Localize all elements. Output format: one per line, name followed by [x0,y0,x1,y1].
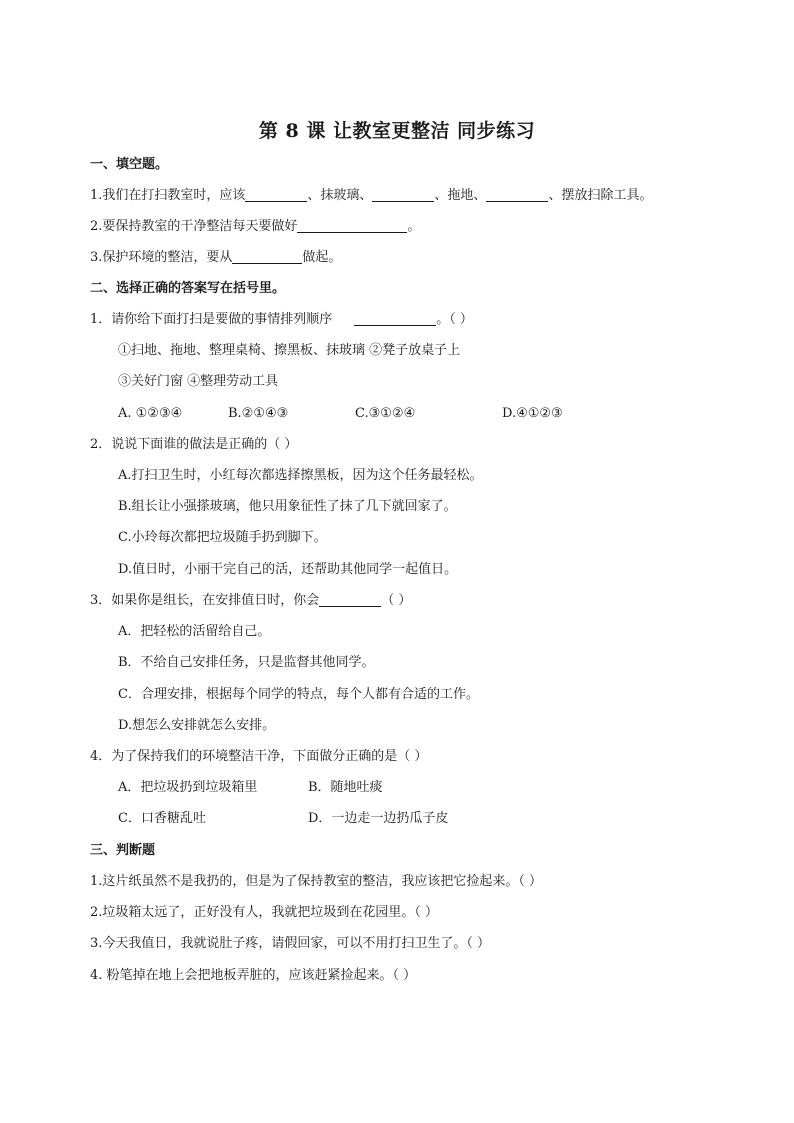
answer-blank[interactable] [354,311,436,326]
answer-blank[interactable] [232,249,302,264]
answer-blank[interactable] [372,187,434,202]
fill-blank-question-1 [90,187,652,205]
choice-question-4: 4．为了保持我们的环境整洁干净，下面做分正确的是（ ） [90,749,428,764]
q3-text-a: 3.保护环境的整洁，要从 [90,250,233,265]
answer-blank[interactable] [319,592,381,607]
true-false-item-2: 2.垃圾箱太远了，正好没有人，我就把垃圾到在花园里。（ ） [90,905,439,920]
answer-blank[interactable] [297,218,407,233]
section-heading-fill-blank: 一、填空题。 [90,157,169,172]
choice-q3-option-a[interactable]: A．把轻松的活留给自己。 [118,624,271,639]
choice-q4-option-c[interactable]: C．口香糖乱吐 [118,811,206,826]
choice-q3-option-b[interactable]: B．不给自己安排任务，只是监督其他同学。 [118,655,375,670]
true-false-item-1: 1.这片纸虽然不是我扔的，但是为了保持教室的整洁，我应该把它捡起来。（ ） [90,874,543,889]
q1-text-b: 、抹玻璃、 [307,188,373,203]
choice-q4-option-a[interactable]: A．把垃圾扔到垃圾箱里 [118,780,258,795]
q2-text-a: 2.要保持教室的干净整洁每天要做好 [90,219,298,234]
true-false-item-4: 4. 粉笔掉在地上会把地板弄脏的，应该赶紧捡起来。（ ） [90,968,417,983]
choice-q2-option-c[interactable]: C.小玲每次都把垃圾随手扔到脚下。 [118,530,327,545]
choice-question-2: 2．说说下面谁的做法是正确的（ ） [90,437,298,452]
choice-q2-option-b[interactable]: B.组长让小强搽玻璃，他只用象征性了抹了几下就回家了。 [118,499,457,514]
choice-q2-option-a[interactable]: A.打扫卫生时，小红每次都选择擦黑板，因为这个任务最轻松。 [118,468,483,483]
q3-text-b: 做起。 [302,250,342,265]
fill-blank-question-3 [90,249,341,267]
true-false-item-3: 3.今天我值日，我就说肚子疼，请假回家，可以不用打扫卫生了。（ ） [90,936,491,951]
choice-q2-option-d[interactable]: D.值日时，小丽干完自己的活，还帮助其他同学一起值日。 [118,562,458,577]
q1-text-d: 、摆放扫除工具。 [548,188,653,203]
choice-q1-option-c[interactable]: C.③①②④ [355,406,416,421]
fill-blank-question-2 [90,218,420,236]
choice-question-1 [90,311,473,329]
section-heading-true-false: 三、判断题 [90,843,156,858]
choice-q4-option-b[interactable]: B．随地吐痰 [308,780,383,795]
answer-blank[interactable] [245,187,307,202]
choice-q1-option-b[interactable]: B.②①④③ [228,406,289,421]
choice-q1-tail: 。（ ） [436,312,473,327]
choice-q3-option-c[interactable]: C．合理安排，根据每个同学的特点，每个人都有合适的工作。 [118,687,479,702]
page-title: 第 8 课 让教室更整洁 同步练习 [258,120,536,142]
choice-q1-stem: 1．请你给下面打扫是要做的事情排列顺序 [90,312,333,327]
q1-text-c: 、拖地、 [434,188,487,203]
q2-text-b: 。 [407,219,421,234]
choice-question-3 [90,592,411,610]
choice-q1-items-line-1: ①扫地、拖地、整理桌椅、擦黑板、抹玻璃 ②凳子放桌子上 [118,343,461,358]
choice-q4-option-d[interactable]: D．一边走一边扔瓜子皮 [308,811,449,826]
choice-q1-items-line-2: ③关好门窗 ④整理劳动工具 [118,374,279,389]
choice-q3-tail: （ ） [381,593,412,608]
answer-blank[interactable] [486,187,548,202]
choice-q1-option-a[interactable]: A. ①②③④ [118,406,183,421]
choice-q3-option-d[interactable]: D.想怎么安排就怎么安排。 [118,718,276,733]
choice-q3-stem: 3．如果你是组长，在安排值日时，你会 [90,593,320,608]
choice-q1-option-d[interactable]: D.④①②③ [502,406,563,421]
section-heading-multiple-choice: 二、选择正确的答案写在括号里。 [90,281,286,296]
q1-text-a: 1.我们在打扫教室时，应该 [90,188,246,203]
